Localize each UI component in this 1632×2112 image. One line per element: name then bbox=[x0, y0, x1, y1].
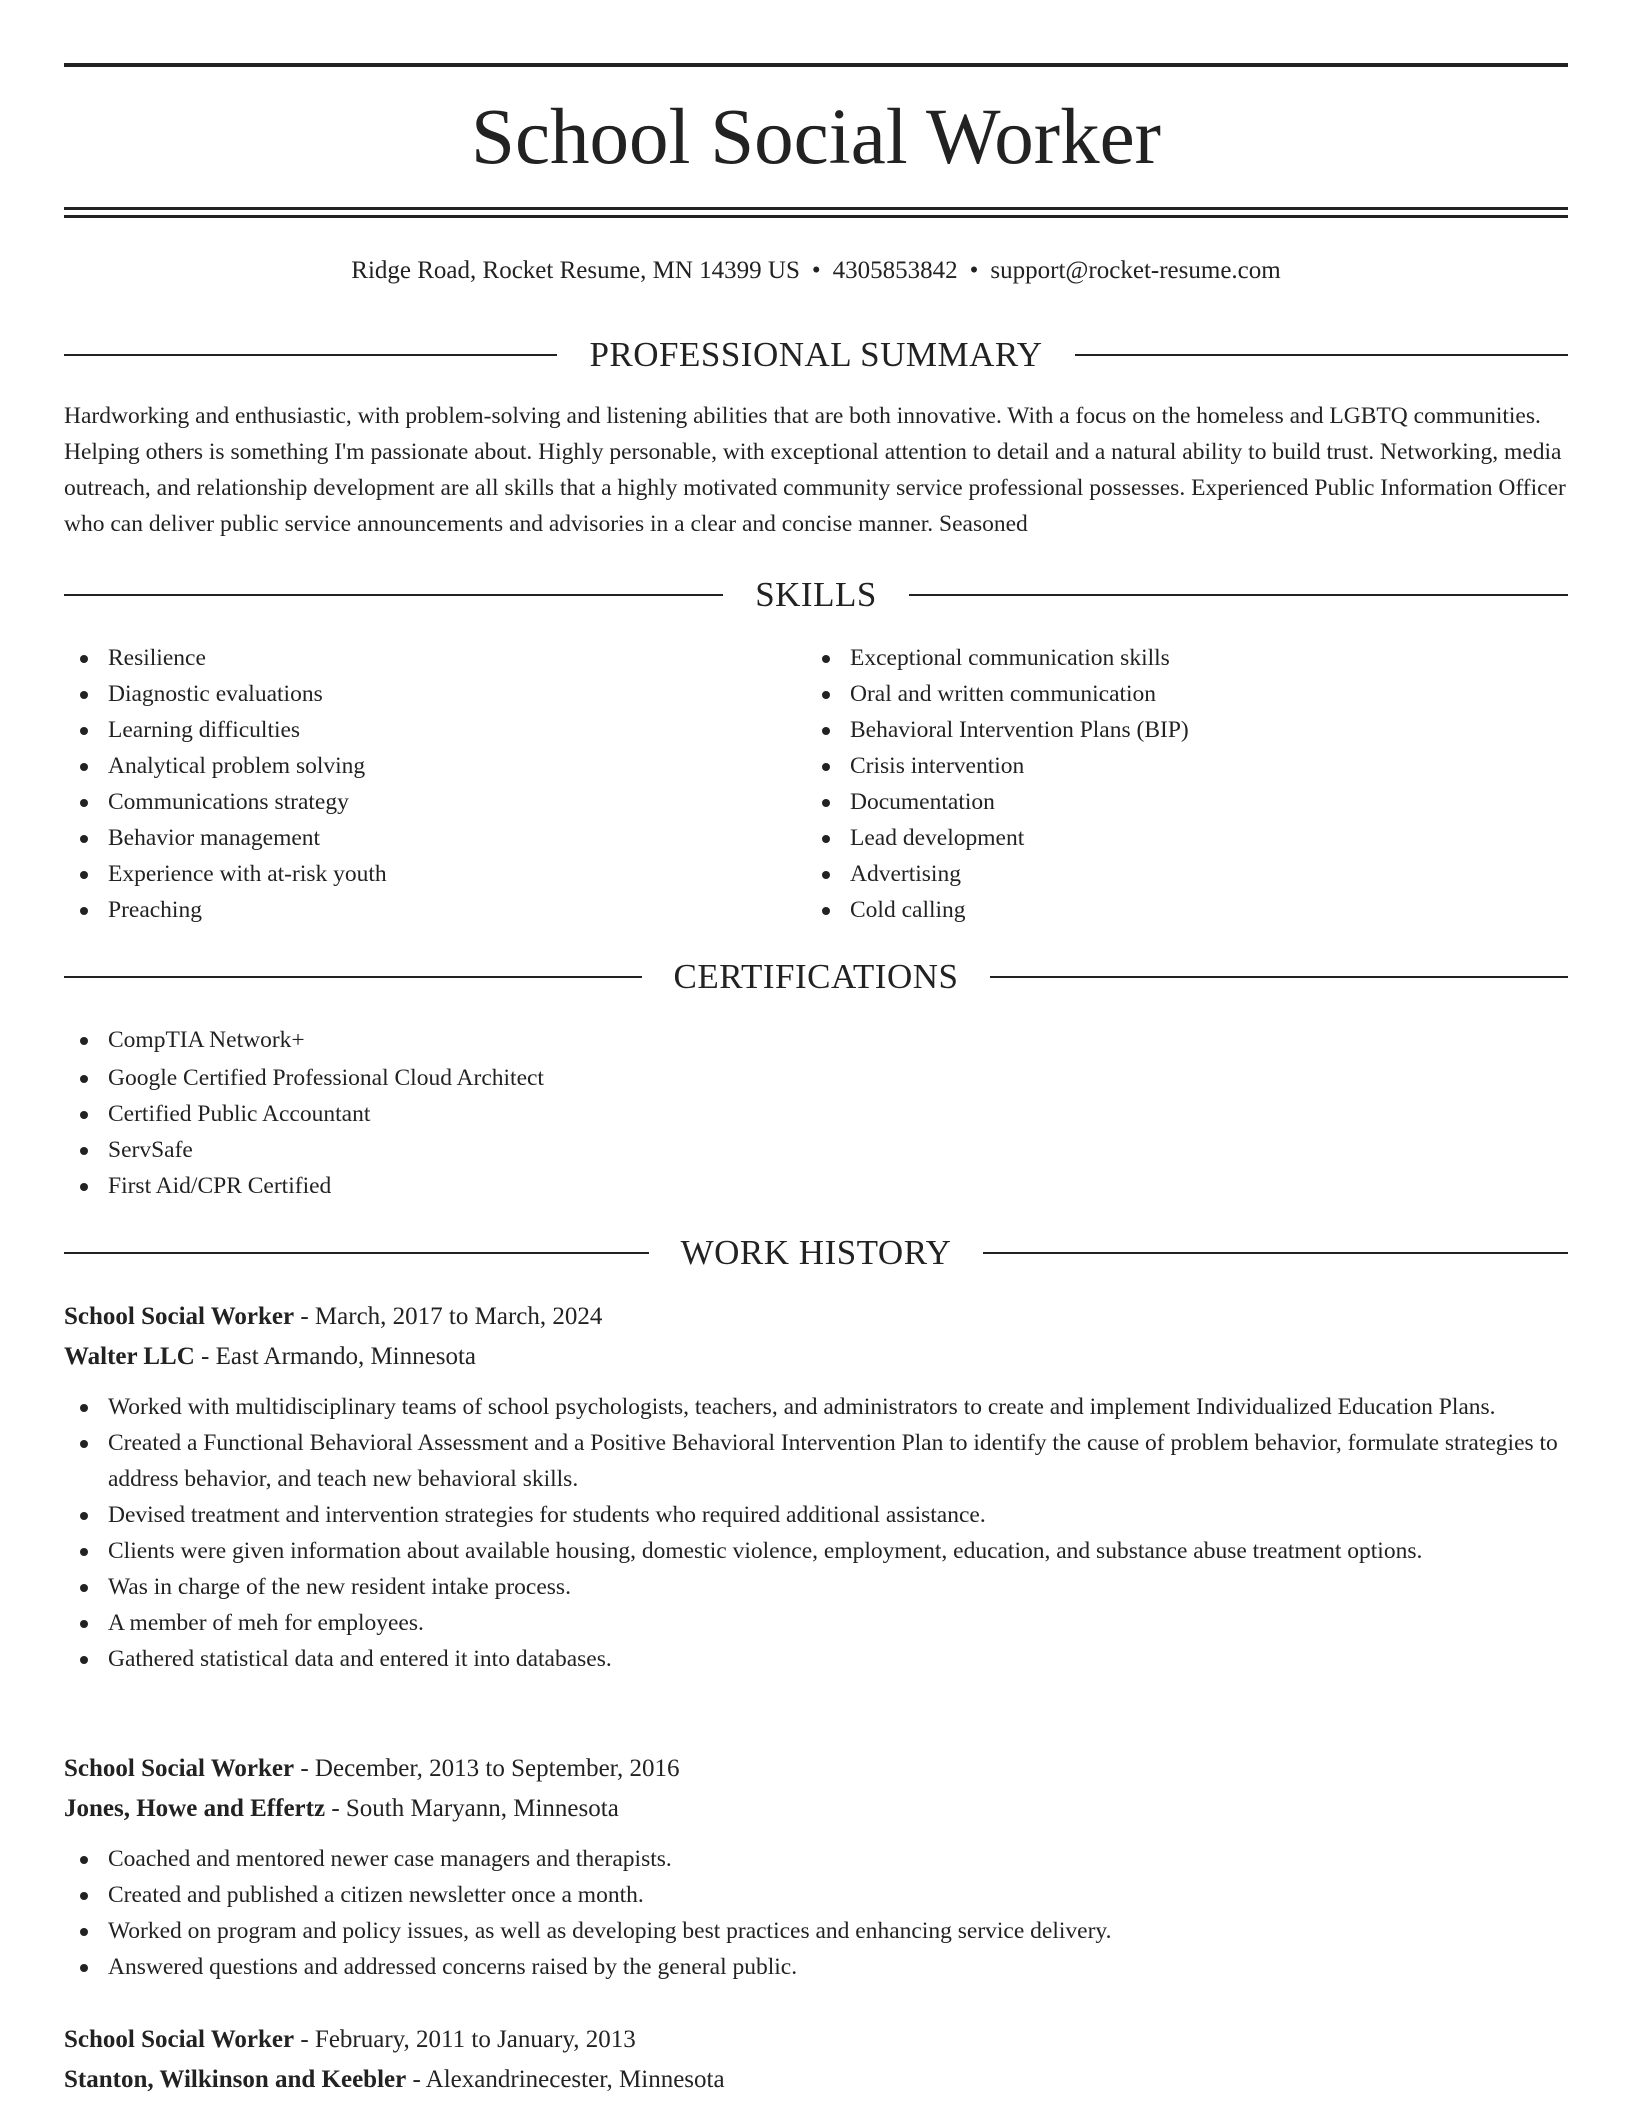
contact-address: Ridge Road, Rocket Resume, MN 14399 US bbox=[351, 257, 800, 284]
job-duty-item: Clients were given information about available housing, domestic violence, employment, education, and substance abuse treatment options. bbox=[64, 1533, 1568, 1569]
certification-item: Certified Public Accountant bbox=[64, 1096, 1568, 1132]
skill-item: Advertising bbox=[806, 856, 1566, 892]
skills-list-left bbox=[64, 640, 804, 928]
contact-separator: • bbox=[969, 257, 979, 284]
skill-item: Resilience bbox=[64, 640, 804, 676]
job-company-line bbox=[64, 1789, 1568, 1829]
job-location: - Alexandrinecester, Minnesota bbox=[406, 2066, 725, 2093]
heading-rule bbox=[1075, 354, 1568, 356]
section-title: SKILLS bbox=[755, 575, 877, 614]
job-location: - East Armando, Minnesota bbox=[194, 1343, 476, 1370]
heading-rule bbox=[64, 976, 642, 978]
heading-rule bbox=[64, 354, 557, 356]
job-dates: - March, 2017 to March, 2024 bbox=[294, 1303, 603, 1330]
header-top-rule bbox=[64, 63, 1568, 67]
job-duty-item: Devised treatment and intervention strategies for students who required additional assistance. bbox=[64, 1497, 1568, 1533]
job-title-line bbox=[64, 2020, 1568, 2060]
contact-line bbox=[64, 253, 1568, 289]
skill-item: Exceptional communication skills bbox=[806, 640, 1566, 676]
skill-item: Learning difficulties bbox=[64, 712, 804, 748]
skill-item: Lead development bbox=[806, 820, 1566, 856]
heading-rule bbox=[909, 594, 1568, 596]
section-title: WORK HISTORY bbox=[680, 1233, 952, 1272]
skill-item: Analytical problem solving bbox=[64, 748, 804, 784]
job-duty-item: Created and published a citizen newsletter once a month. bbox=[64, 1877, 1568, 1913]
skill-item: Experience with at-risk youth bbox=[64, 856, 804, 892]
certification-item: Google Certified Professional Cloud Architect bbox=[64, 1060, 1568, 1096]
job-duty-item: A member of meh for employees. bbox=[64, 1605, 1568, 1641]
job-title: School Social Worker bbox=[64, 2026, 295, 2053]
section-heading-summary bbox=[64, 333, 1568, 377]
job-entry bbox=[64, 2020, 1568, 2100]
summary-text: Hardworking and enthusiastic, with problem-solving and listening abilities that are both innovative. With a focus on the homeless and LGBTQ communities. Helping others is something I'm passionate about. Highly personable, with exceptional attention to detail and a natural ability to build trust. Networking, media outreach, and relationship development are all skills that a highly motivated community service professional possesses. Experienced Public Information Officer who can deliver public service announcements and advisories in a clear and concise manner. Seasoned bbox=[64, 403, 1566, 537]
section-heading-skills bbox=[64, 573, 1568, 617]
skill-item: Preaching bbox=[64, 892, 804, 928]
skill-item: Communications strategy bbox=[64, 784, 804, 820]
job-company: Walter LLC bbox=[64, 1343, 195, 1370]
skill-item: Oral and written communication bbox=[806, 676, 1566, 712]
skill-item: Diagnostic evaluations bbox=[64, 676, 804, 712]
heading-rule bbox=[983, 1252, 1568, 1254]
job-dates: - December, 2013 to September, 2016 bbox=[294, 1755, 680, 1782]
job-title-line bbox=[64, 1749, 1568, 1789]
certifications-list bbox=[64, 1022, 1568, 1204]
contact-phone: 4305853842 bbox=[832, 257, 958, 284]
job-duty-item: Worked on program and policy issues, as well as developing best practices and enhancing service delivery. bbox=[64, 1913, 1568, 1949]
job-duty-item: Coached and mentored newer case managers and therapists. bbox=[64, 1841, 1568, 1877]
section-heading-certifications bbox=[64, 955, 1568, 999]
job-entry bbox=[64, 1749, 1568, 1985]
heading-rule bbox=[990, 976, 1568, 978]
skill-item: Documentation bbox=[806, 784, 1566, 820]
section-heading-work-history bbox=[64, 1231, 1568, 1275]
job-title-line bbox=[64, 1297, 1568, 1337]
job-duties-list bbox=[64, 1389, 1568, 1677]
heading-rule bbox=[64, 594, 723, 596]
skills-list-right bbox=[806, 640, 1566, 928]
skill-item: Cold calling bbox=[806, 892, 1566, 928]
job-duty-item: Created a Functional Behavioral Assessment and a Positive Behavioral Intervention Plan to identify the cause of problem behavior, formulate strategies to address behavior, and teach new behavioral skills. bbox=[64, 1425, 1568, 1497]
job-duty-item: Was in charge of the new resident intake process. bbox=[64, 1569, 1568, 1605]
job-company: Jones, Howe and Effertz bbox=[64, 1795, 326, 1822]
skill-item: Behavior management bbox=[64, 820, 804, 856]
job-location: - South Maryann, Minnesota bbox=[325, 1795, 619, 1822]
header-double-rule bbox=[64, 207, 1568, 218]
certification-item: First Aid/CPR Certified bbox=[64, 1168, 1568, 1204]
job-company-line bbox=[64, 2060, 1568, 2100]
contact-email: support@rocket-resume.com bbox=[990, 257, 1281, 284]
job-title: School Social Worker bbox=[64, 1755, 295, 1782]
job-title: School Social Worker bbox=[64, 1303, 295, 1330]
heading-rule bbox=[64, 1252, 649, 1254]
skill-item: Crisis intervention bbox=[806, 748, 1566, 784]
skill-item: Behavioral Intervention Plans (BIP) bbox=[806, 712, 1566, 748]
job-duty-item: Worked with multidisciplinary teams of school psychologists, teachers, and administrators to create and implement Individualized Education Plans. bbox=[64, 1389, 1568, 1425]
job-duty-item: Answered questions and addressed concerns raised by the general public. bbox=[64, 1949, 1568, 1985]
contact-separator: • bbox=[811, 257, 821, 284]
job-duties-list bbox=[64, 1841, 1568, 1985]
job-duty-item: Gathered statistical data and entered it into databases. bbox=[64, 1641, 1568, 1677]
certification-item: CompTIA Network+ bbox=[64, 1022, 1568, 1058]
certification-item: ServSafe bbox=[64, 1132, 1568, 1168]
job-company: Stanton, Wilkinson and Keebler bbox=[64, 2066, 407, 2093]
job-company-line bbox=[64, 1337, 1568, 1377]
section-title: CERTIFICATIONS bbox=[673, 957, 959, 996]
section-title: PROFESSIONAL SUMMARY bbox=[589, 335, 1043, 374]
job-entry bbox=[64, 1297, 1568, 1677]
job-dates: - February, 2011 to January, 2013 bbox=[294, 2026, 636, 2053]
resume-name: School Social Worker bbox=[471, 94, 1161, 181]
